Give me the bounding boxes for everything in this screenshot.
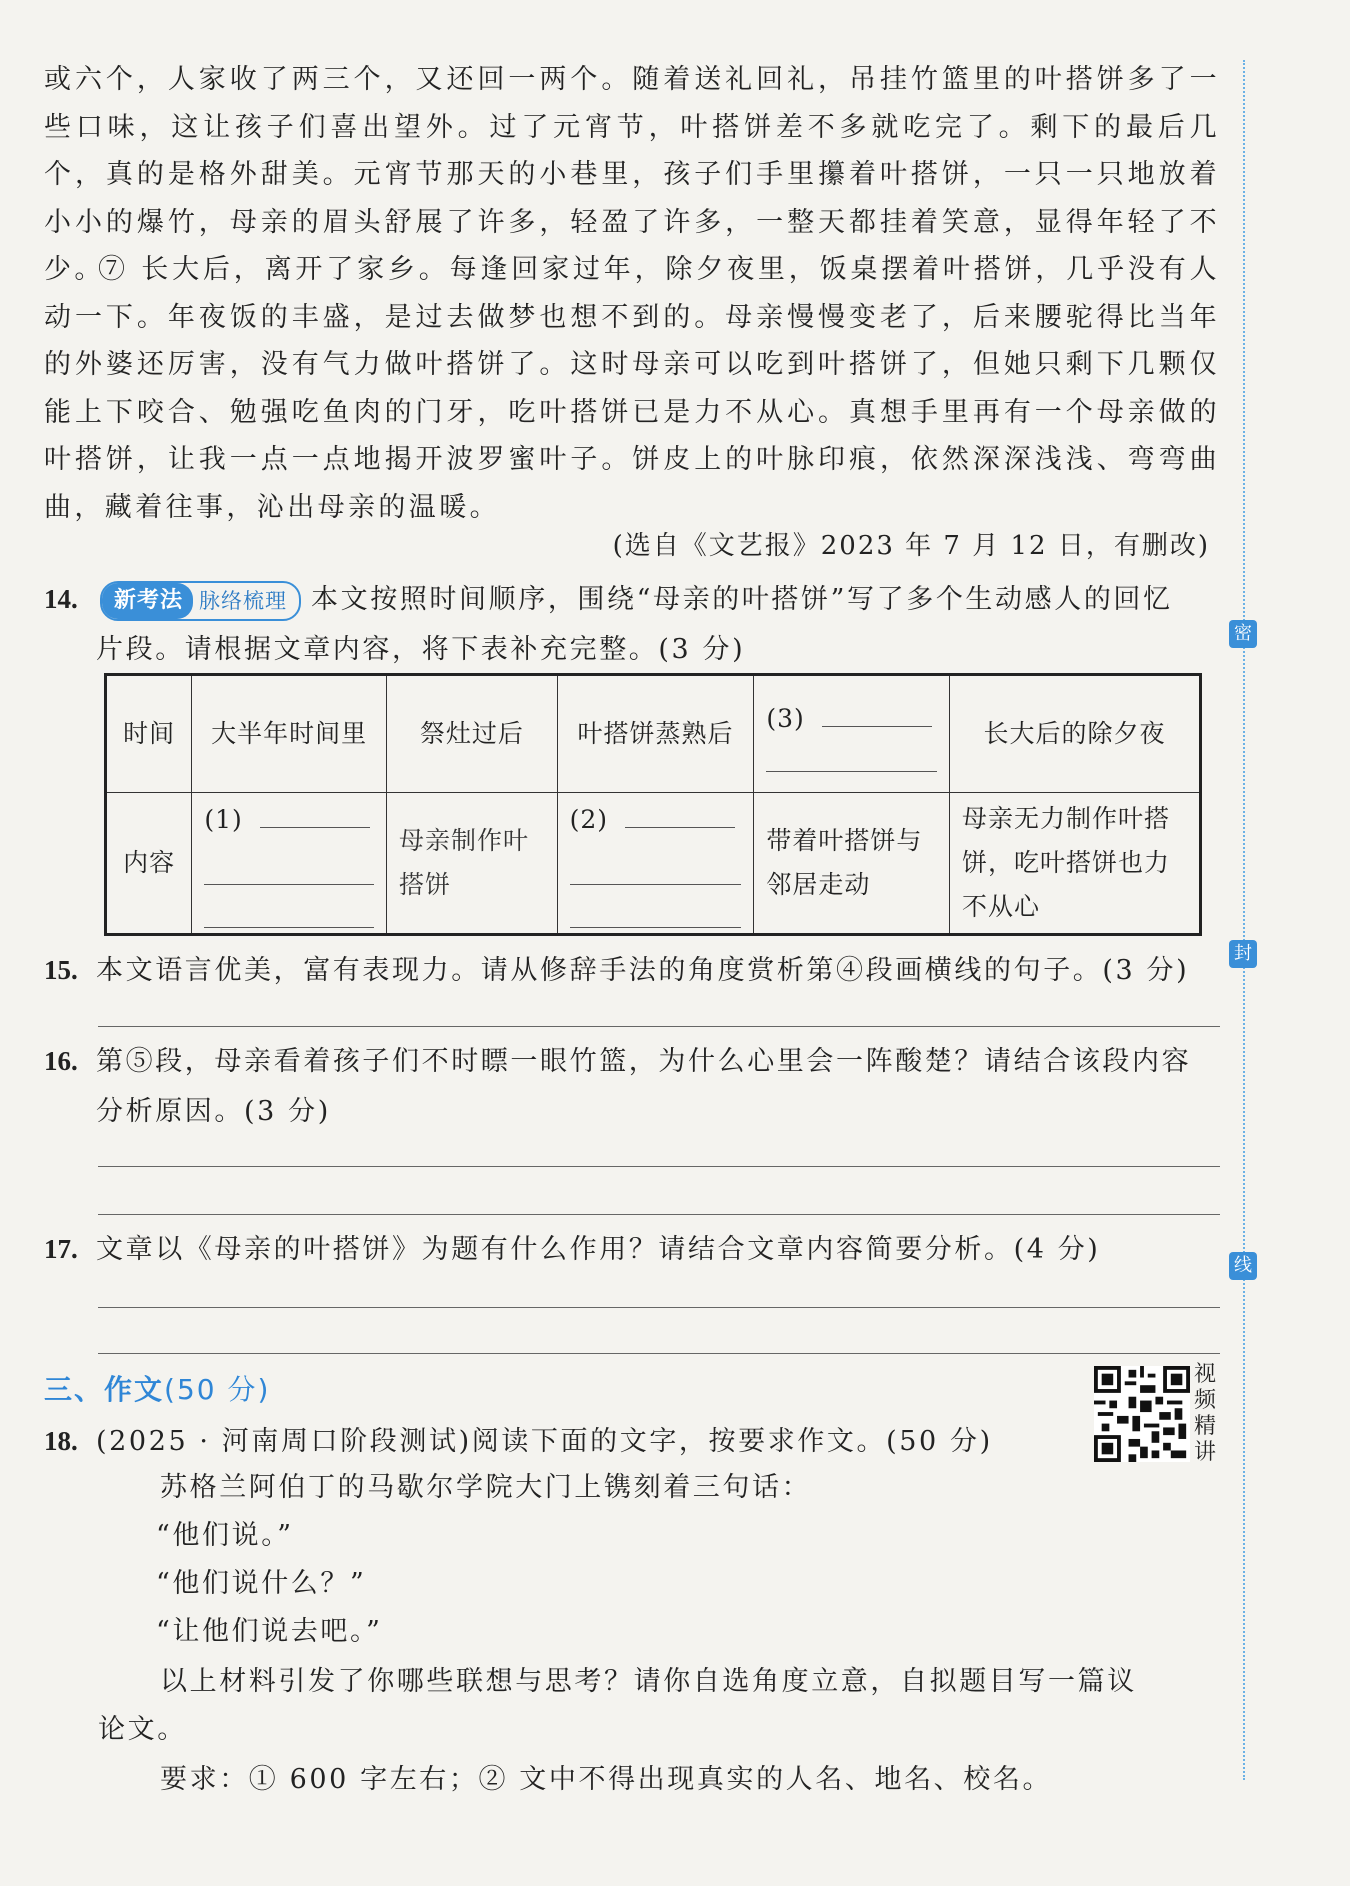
binding-line (1243, 60, 1245, 1780)
answer-blank[interactable] (625, 827, 735, 828)
section-score: (50 分) (164, 1373, 271, 1406)
badge-left-label: 新考法 (102, 583, 193, 619)
table-row (106, 793, 1201, 935)
seal-tab-xian: 线 (1229, 1252, 1257, 1280)
question-number: 17. (44, 1234, 78, 1264)
question-text-continued: 分析原因。(3 分) (96, 1096, 331, 1127)
answer-blank[interactable] (260, 827, 370, 828)
passage-paragraph-continued: 或六个，人家收了两三个，又还回一两个。随着送礼回礼，吊挂竹篮里的叶搭饼多了一些口味，这让孩子们喜出望外。过了元宵节，叶搭饼差不多就吃完了。剩下的最后几个，真的是格外甜美。元宵节那天的小巷里，孩子们手里攥着叶搭饼，一只一只地放着小小的爆竹，母亲的眉头舒展了许多，轻盈了许多，一整天都挂着笑意，显得年轻了不少。 (44, 64, 1220, 285)
blank-label: (2) (569, 805, 609, 834)
answer-blank[interactable] (204, 885, 374, 928)
answer-blank[interactable] (204, 842, 374, 885)
table-cell: 叶搭饼蒸熟后 (557, 675, 754, 793)
question-15 (44, 945, 1224, 996)
question-text: (2025 · 河南周口阶段测试)阅读下面的文字，按要求作文。(50 分) (96, 1426, 993, 1457)
answer-blank[interactable] (570, 842, 742, 885)
answer-line[interactable] (98, 1353, 1220, 1354)
seal-tab-mi: 密 (1229, 620, 1257, 648)
seal-tab-feng: 封 (1229, 940, 1257, 968)
answer-blank[interactable] (570, 885, 742, 928)
table-cell-blank-2[interactable] (557, 793, 754, 935)
answer-line[interactable] (98, 1214, 1220, 1215)
blank-label: (3) (766, 703, 805, 733)
question-number: 16. (44, 1046, 78, 1076)
material-line: 苏格兰阿伯丁的马歇尔学院大门上镌刻着三句话： (160, 1472, 812, 1503)
new-exam-badge (100, 581, 301, 621)
answer-line[interactable] (98, 1166, 1220, 1167)
question-text: 文章以《母亲的叶搭饼》为题有什么作用？请结合文章内容简要分析。(4 分) (96, 1234, 1101, 1265)
answer-blank[interactable] (822, 726, 932, 727)
table-cell: 长大后的除夕夜 (950, 675, 1201, 793)
essay-requirement: 要求：① 600 字左右；② 文中不得出现真实的人名、地名、校名。 (160, 1764, 1053, 1795)
table-cell: 大半年时间里 (192, 675, 387, 793)
qr-code-icon[interactable] (1094, 1366, 1190, 1462)
question-18 (44, 1416, 1224, 1467)
question-text: 第⑤段，母亲看着孩子们不时瞟一眼竹篮，为什么心里会一阵酸楚？请结合该段内容 (96, 1046, 1192, 1077)
question-number: 15. (44, 955, 78, 985)
table-header-time: 时间 (106, 675, 192, 793)
table-cell: 带着叶搭饼与邻居走动 (754, 793, 950, 935)
passage-source: (选自《文艺报》2023 年 7 月 12 日，有删改) (612, 531, 1210, 561)
table-header-content: 内容 (106, 793, 192, 935)
table-cell-blank-1[interactable] (192, 793, 387, 935)
essay-prompt: 以上材料引发了你哪些联想与思考？请你自选角度立意，自拟题目写一篇议 (160, 1666, 1137, 1697)
badge-right-label: 脉络梳理 (199, 588, 288, 613)
material-line: “让他们说去吧。” (156, 1616, 383, 1647)
table-row (106, 675, 1201, 793)
question-14 (44, 574, 1224, 675)
table-cell: 母亲制作叶搭饼 (387, 793, 558, 935)
question-16 (44, 1036, 1224, 1137)
table-cell: 母亲无力制作叶搭饼，吃叶搭饼也力不从心 (950, 793, 1201, 935)
material-line: “他们说什么？” (156, 1568, 367, 1599)
question-text-continued: 片段。请根据文章内容，将下表补充完整。(3 分) (96, 634, 746, 665)
question-17 (44, 1224, 1224, 1275)
timeline-table (104, 673, 1202, 936)
question-number: 14. (44, 584, 78, 614)
question-text: 本文按照时间顺序，围绕“母亲的叶搭饼”写了多个生动感人的回忆 (311, 584, 1173, 615)
answer-blank[interactable] (766, 741, 937, 772)
section-heading (44, 1368, 270, 1408)
question-text: 本文语言优美，富有表现力。请从修辞手法的角度赏析第④段画横线的句子。(3 分) (96, 955, 1190, 986)
section-title: 三、作文 (44, 1373, 165, 1406)
blank-label: (1) (204, 805, 243, 834)
passage-paragraph-7: ⑦ 长大后，离开了家乡。每逢回家过年，除夕夜里，饭桌摆着叶搭饼，几乎没有人动一下。年夜饭的丰盛，是过去做梦也想不到的。母亲慢慢变老了，后来腰驼得比当年的外婆还厉害，没有气力做叶搭饼了。这时母亲可以吃到叶搭饼了，但她只剩下几颗仅能上下咬合、勉强吃鱼肉的门牙，吃叶搭饼已是力不从心。真想手里再有一个母亲做的叶搭饼，让我一点一点地揭开波罗蜜叶子。饼皮上的叶脉印痕，依然深深浅浅、弯弯曲曲，藏着往事，沁出母亲的温暖。 (44, 254, 1220, 523)
table-cell-blank-3[interactable] (754, 675, 950, 793)
material-line: “他们说。” (156, 1520, 294, 1551)
essay-prompt-continued: 论文。 (98, 1714, 187, 1745)
answer-line[interactable] (98, 1307, 1220, 1308)
question-number: 18. (44, 1426, 78, 1456)
table-cell: 祭灶过后 (387, 675, 558, 793)
qr-code-label: 视频精讲 (1194, 1362, 1217, 1465)
answer-line[interactable] (98, 1026, 1220, 1027)
